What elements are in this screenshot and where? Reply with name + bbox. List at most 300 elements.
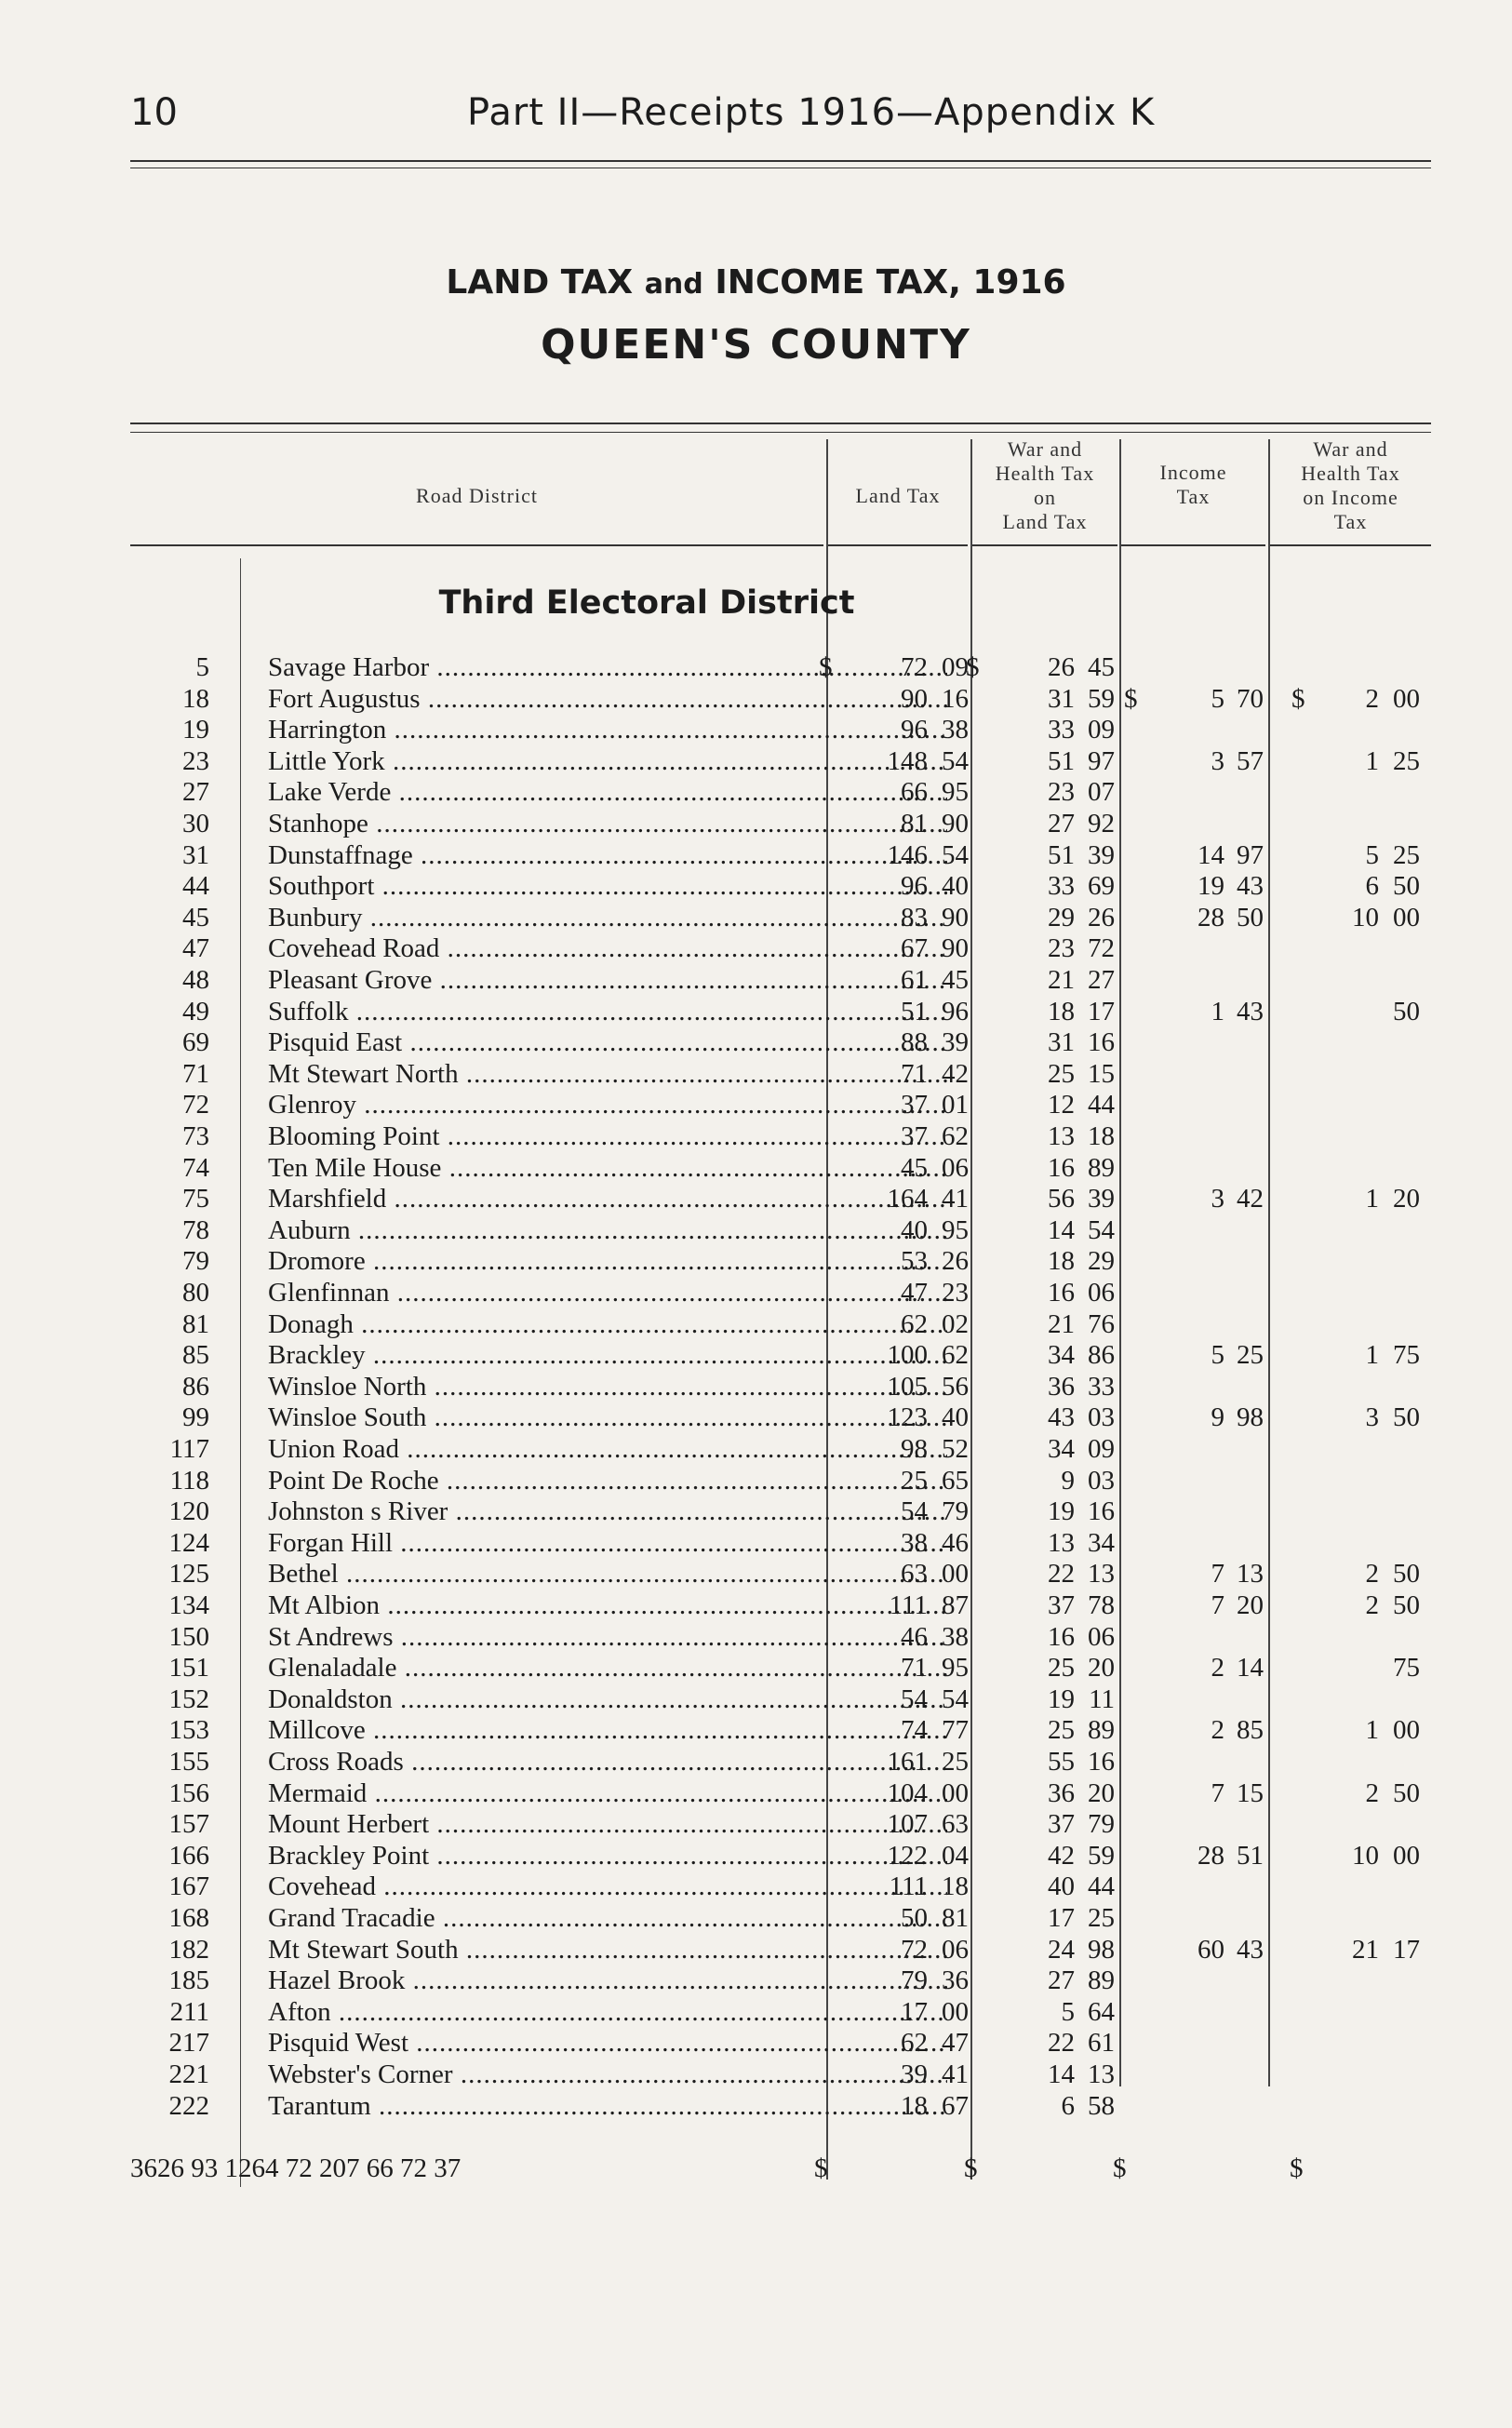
wh-land-dollars: 27 bbox=[1048, 1965, 1075, 1996]
wh-land-cents: 03 bbox=[1088, 1465, 1115, 1496]
wh-land-cents: 89 bbox=[1088, 1152, 1115, 1183]
land-cents: 23 bbox=[942, 1278, 969, 1308]
road-number: 44 bbox=[182, 871, 209, 902]
road-district-name: Pisquid East ..... bbox=[268, 1026, 947, 1058]
currency-mark: $ bbox=[964, 2153, 978, 2183]
land-cents: 36 bbox=[942, 1965, 969, 1996]
wh-land-cents: 44 bbox=[1088, 1871, 1115, 1902]
income-cents: 43 bbox=[1237, 871, 1264, 902]
land-cents: 09 bbox=[942, 652, 969, 682]
wh-income-cents: 50 bbox=[1393, 871, 1420, 902]
table-row bbox=[130, 1777, 1431, 1809]
table-row bbox=[130, 1590, 1431, 1621]
wh-land-dollars: 18 bbox=[1048, 996, 1075, 1026]
table-row bbox=[130, 1965, 1431, 1996]
wh-income-cents: 50 bbox=[1393, 1559, 1420, 1590]
table-row bbox=[130, 1684, 1431, 1715]
table-row bbox=[130, 1402, 1431, 1433]
wh-income-cents: 50 bbox=[1393, 1590, 1420, 1620]
land-dollars: 100 bbox=[887, 1340, 928, 1371]
total-whland-cents: 72 bbox=[285, 2153, 313, 2183]
table-row bbox=[130, 902, 1431, 933]
land-cents: 77 bbox=[942, 1715, 969, 1746]
hdr-line: Land Tax bbox=[1002, 510, 1088, 533]
land-dollars: 71 bbox=[901, 1058, 928, 1089]
road-district-name: Cross Roads ..... bbox=[268, 1746, 947, 1777]
land-cents: 67 bbox=[942, 2090, 969, 2121]
land-cents: 56 bbox=[942, 1371, 969, 1402]
wh-land-cents: 17 bbox=[1088, 996, 1115, 1026]
road-district-name: Harrington ..... bbox=[268, 714, 947, 745]
land-dollars: 81 bbox=[901, 809, 928, 838]
wh-income-cents: 75 bbox=[1393, 1653, 1420, 1684]
table-row bbox=[130, 1433, 1431, 1465]
wh-land-cents: 03 bbox=[1088, 1402, 1115, 1433]
col-header-war-health-land bbox=[972, 437, 1117, 534]
wh-land-cents: 09 bbox=[1088, 715, 1115, 745]
table-row bbox=[130, 808, 1431, 839]
road-number: 71 bbox=[182, 1058, 209, 1089]
road-district-name: Brackley Point ..... bbox=[268, 1840, 947, 1871]
wh-land-dollars: 23 bbox=[1048, 777, 1075, 808]
col-header-road-district: Road District bbox=[416, 484, 538, 507]
income-dollars: 3 bbox=[1211, 745, 1224, 776]
land-dollars: 88 bbox=[901, 1027, 928, 1058]
land-dollars: 61 bbox=[901, 965, 928, 995]
road-district-name: Bunbury ..... bbox=[268, 902, 947, 933]
wh-income-cents: 50 bbox=[1393, 996, 1420, 1026]
wh-land-dollars: 36 bbox=[1048, 1777, 1075, 1808]
land-dollars: 39 bbox=[901, 2059, 928, 2089]
road-number: 166 bbox=[168, 1840, 209, 1871]
land-cents: 06 bbox=[942, 1152, 969, 1183]
land-dollars: 71 bbox=[901, 1653, 928, 1684]
wh-income-dollars: 21 bbox=[1352, 1934, 1379, 1965]
currency-mark: $ bbox=[1291, 683, 1305, 714]
wh-land-cents: 34 bbox=[1088, 1527, 1115, 1558]
total-income-dollars: 207 bbox=[319, 2153, 360, 2183]
road-district-name: Donagh ..... bbox=[268, 1308, 947, 1340]
wh-land-dollars: 23 bbox=[1048, 933, 1075, 964]
road-district-name: Blooming Point ..... bbox=[268, 1120, 947, 1152]
wh-land-dollars: 26 bbox=[1048, 652, 1075, 682]
income-cents: 20 bbox=[1237, 1590, 1264, 1620]
road-district-name: Mount Herbert ..... bbox=[268, 1808, 947, 1840]
table-row bbox=[130, 1089, 1431, 1120]
land-cents: 04 bbox=[942, 1840, 969, 1871]
table-row bbox=[130, 964, 1431, 996]
wh-income-cents: 00 bbox=[1393, 902, 1420, 932]
income-dollars: 5 bbox=[1211, 683, 1224, 714]
land-cents: 40 bbox=[942, 871, 969, 902]
wh-income-dollars: 1 bbox=[1365, 1184, 1379, 1214]
wh-land-cents: 25 bbox=[1088, 1903, 1115, 1933]
currency-mark: $ bbox=[966, 652, 980, 682]
table-row bbox=[130, 1714, 1431, 1746]
land-dollars: 45 bbox=[901, 1152, 928, 1183]
income-dollars: 7 bbox=[1211, 1590, 1224, 1620]
road-district-name: Suffolk ..... bbox=[268, 996, 947, 1027]
hdr-line: on Income bbox=[1303, 486, 1398, 509]
road-number: 5 bbox=[195, 652, 209, 682]
table-row bbox=[130, 2090, 1431, 2122]
wh-land-cents: 06 bbox=[1088, 1278, 1115, 1308]
road-number: 48 bbox=[182, 965, 209, 995]
land-cents: 18 bbox=[942, 1871, 969, 1902]
income-cents: 15 bbox=[1237, 1777, 1264, 1808]
header-rule bbox=[130, 160, 1431, 162]
wh-income-cents: 25 bbox=[1393, 745, 1420, 776]
road-number: 211 bbox=[169, 1996, 209, 2027]
road-number: 80 bbox=[182, 1278, 209, 1308]
land-cents: 90 bbox=[942, 902, 969, 932]
wh-land-cents: 16 bbox=[1088, 1496, 1115, 1527]
land-dollars: 37 bbox=[901, 1121, 928, 1151]
wh-land-dollars: 17 bbox=[1048, 1903, 1075, 1933]
wh-income-dollars: 2 bbox=[1365, 1559, 1379, 1590]
land-dollars: 96 bbox=[901, 871, 928, 902]
total-whincome-cents: 37 bbox=[434, 2153, 462, 2183]
wh-land-dollars: 34 bbox=[1048, 1434, 1075, 1464]
land-cents: 00 bbox=[942, 1559, 969, 1590]
road-number: 31 bbox=[182, 839, 209, 870]
land-cents: 90 bbox=[942, 809, 969, 838]
land-dollars: 161 bbox=[887, 1747, 928, 1777]
wh-land-dollars: 14 bbox=[1048, 1214, 1075, 1245]
currency-mark: $ bbox=[819, 652, 833, 682]
land-cents: 06 bbox=[942, 1934, 969, 1965]
wh-land-dollars: 33 bbox=[1048, 871, 1075, 902]
wh-land-dollars: 16 bbox=[1048, 1621, 1075, 1652]
road-number: 156 bbox=[168, 1777, 209, 1808]
road-district-name: Hazel Brook ..... bbox=[268, 1965, 947, 1996]
land-dollars: 148 bbox=[887, 745, 928, 776]
table-row bbox=[130, 1996, 1431, 2028]
wh-income-dollars: 1 bbox=[1365, 1715, 1379, 1746]
table-row bbox=[130, 1120, 1431, 1152]
wh-land-dollars: 25 bbox=[1048, 1058, 1075, 1089]
header-bottom-rule-income bbox=[1121, 544, 1265, 546]
land-cents: 90 bbox=[942, 933, 969, 964]
road-district-name: Millcove ..... bbox=[268, 1714, 947, 1746]
road-number: 27 bbox=[182, 777, 209, 808]
table-row bbox=[130, 714, 1431, 745]
wh-land-cents: 72 bbox=[1088, 933, 1115, 964]
title-part-a: LAND TAX bbox=[446, 263, 634, 302]
wh-land-cents: 98 bbox=[1088, 1934, 1115, 1965]
income-dollars: 9 bbox=[1211, 1402, 1224, 1433]
wh-land-dollars: 56 bbox=[1048, 1184, 1075, 1214]
land-dollars: 51 bbox=[901, 996, 928, 1026]
land-cents: 95 bbox=[942, 1214, 969, 1245]
income-cents: 98 bbox=[1237, 1402, 1264, 1433]
land-cents: 41 bbox=[942, 1184, 969, 1214]
wh-land-dollars: 51 bbox=[1048, 839, 1075, 870]
land-dollars: 50 bbox=[901, 1903, 928, 1933]
road-number: 185 bbox=[168, 1965, 209, 1996]
road-number: 45 bbox=[182, 902, 209, 932]
wh-land-dollars: 40 bbox=[1048, 1871, 1075, 1902]
road-district-name: Stanhope ..... bbox=[268, 808, 947, 839]
wh-income-cents: 50 bbox=[1393, 1402, 1420, 1433]
wh-land-dollars: 22 bbox=[1048, 2028, 1075, 2059]
land-cents: 62 bbox=[942, 1340, 969, 1371]
road-district-name: Fort Augustus ..... bbox=[268, 683, 947, 715]
road-number: 124 bbox=[168, 1527, 209, 1558]
table-row bbox=[130, 996, 1431, 1027]
road-district-name: Grand Tracadie ..... bbox=[268, 1902, 947, 1934]
land-cents: 45 bbox=[942, 965, 969, 995]
land-cents: 16 bbox=[942, 683, 969, 714]
header-bottom-rule-whincome bbox=[1270, 544, 1431, 546]
land-cents: 65 bbox=[942, 1465, 969, 1496]
wh-land-cents: 18 bbox=[1088, 1121, 1115, 1151]
table-row bbox=[130, 1026, 1431, 1058]
wh-land-dollars: 13 bbox=[1048, 1121, 1075, 1151]
land-dollars: 90 bbox=[901, 683, 928, 714]
road-district-name: Glenaladale ..... bbox=[268, 1652, 947, 1684]
land-cents: 42 bbox=[942, 1058, 969, 1089]
wh-land-cents: 39 bbox=[1088, 1184, 1115, 1214]
land-dollars: 72 bbox=[901, 652, 928, 682]
wh-land-cents: 29 bbox=[1088, 1246, 1115, 1277]
road-number: 69 bbox=[182, 1027, 209, 1058]
wh-land-dollars: 51 bbox=[1048, 745, 1075, 776]
road-district-name: Mt Albion ..... bbox=[268, 1590, 947, 1621]
total-land-dollars: 3626 bbox=[130, 2153, 184, 2183]
land-cents: 79 bbox=[942, 1496, 969, 1527]
wh-land-cents: 16 bbox=[1088, 1747, 1115, 1777]
road-number: 153 bbox=[168, 1715, 209, 1746]
income-dollars: 2 bbox=[1211, 1653, 1224, 1684]
wh-income-cents: 17 bbox=[1393, 1934, 1420, 1965]
road-district-name: Forgan Hill ..... bbox=[268, 1527, 947, 1559]
road-district-name: Afton ..... bbox=[268, 1996, 947, 2028]
wh-income-dollars: 2 bbox=[1365, 1777, 1379, 1808]
road-district-name: Union Road ..... bbox=[268, 1433, 947, 1465]
wh-land-dollars: 9 bbox=[1061, 1465, 1075, 1496]
wh-land-cents: 15 bbox=[1088, 1058, 1115, 1089]
wh-land-cents: 78 bbox=[1088, 1590, 1115, 1620]
land-dollars: 83 bbox=[901, 902, 928, 932]
land-cents: 25 bbox=[942, 1747, 969, 1777]
road-district-name: Southport ..... bbox=[268, 870, 947, 902]
table-row bbox=[130, 1902, 1431, 1934]
income-cents: 42 bbox=[1237, 1184, 1264, 1214]
table-row bbox=[130, 745, 1431, 777]
road-district-name: Ten Mile House ..... bbox=[268, 1152, 947, 1184]
land-dollars: 164 bbox=[887, 1184, 928, 1214]
section-heading: Third Electoral District bbox=[438, 584, 855, 622]
table-row bbox=[130, 651, 1431, 683]
document-title bbox=[0, 263, 1512, 302]
running-head bbox=[130, 91, 1433, 147]
wh-land-cents: 06 bbox=[1088, 1621, 1115, 1652]
land-dollars: 40 bbox=[901, 1214, 928, 1245]
land-cents: 00 bbox=[942, 1777, 969, 1808]
hdr-line: War and bbox=[1313, 437, 1388, 461]
wh-income-cents: 00 bbox=[1393, 1715, 1420, 1746]
wh-land-cents: 92 bbox=[1088, 809, 1115, 838]
road-number: 155 bbox=[168, 1747, 209, 1777]
income-cents: 57 bbox=[1237, 745, 1264, 776]
road-district-name: Johnston s River ..... bbox=[268, 1496, 947, 1527]
hdr-line: on bbox=[1034, 486, 1056, 509]
wh-land-dollars: 14 bbox=[1048, 2059, 1075, 2089]
wh-income-dollars: 1 bbox=[1365, 745, 1379, 776]
land-cents: 95 bbox=[942, 777, 969, 808]
income-dollars: 19 bbox=[1198, 871, 1224, 902]
wh-land-dollars: 16 bbox=[1048, 1152, 1075, 1183]
road-number: 30 bbox=[182, 809, 209, 838]
land-dollars: 123 bbox=[887, 1402, 928, 1433]
road-number: 117 bbox=[169, 1434, 209, 1464]
wh-land-cents: 86 bbox=[1088, 1340, 1115, 1371]
wh-income-cents: 75 bbox=[1393, 1340, 1420, 1371]
land-cents: 02 bbox=[942, 1308, 969, 1339]
road-number: 182 bbox=[168, 1934, 209, 1965]
wh-land-dollars: 25 bbox=[1048, 1715, 1075, 1746]
table-row bbox=[130, 1183, 1431, 1214]
wh-land-cents: 09 bbox=[1088, 1434, 1115, 1464]
wh-land-dollars: 37 bbox=[1048, 1590, 1075, 1620]
road-number: 18 bbox=[182, 683, 209, 714]
road-number: 168 bbox=[168, 1903, 209, 1933]
road-district-name: Pisquid West ..... bbox=[268, 2027, 947, 2059]
totals-row bbox=[130, 2150, 1431, 2187]
land-cents: 96 bbox=[942, 996, 969, 1026]
wh-land-dollars: 25 bbox=[1048, 1653, 1075, 1684]
table-row bbox=[130, 776, 1431, 808]
income-cents: 50 bbox=[1237, 902, 1264, 932]
road-district-name: Tarantum ..... bbox=[268, 2090, 947, 2122]
road-district-name: Webster's Corner ..... bbox=[268, 2059, 947, 2090]
income-cents: 85 bbox=[1237, 1715, 1264, 1746]
table-row bbox=[130, 1621, 1431, 1653]
table-row bbox=[130, 1527, 1431, 1559]
table-row bbox=[130, 2027, 1431, 2059]
wh-income-dollars: 1 bbox=[1365, 1340, 1379, 1371]
income-cents: 13 bbox=[1237, 1559, 1264, 1590]
road-district-name: Covehead ..... bbox=[268, 1871, 947, 1902]
wh-income-dollars: 6 bbox=[1365, 871, 1379, 902]
land-dollars: 46 bbox=[901, 1621, 928, 1652]
land-dollars: 25 bbox=[901, 1465, 928, 1496]
wh-land-dollars: 12 bbox=[1048, 1090, 1075, 1120]
land-cents: 40 bbox=[942, 1402, 969, 1433]
land-dollars: 66 bbox=[901, 777, 928, 808]
table-row bbox=[130, 1465, 1431, 1496]
table-row bbox=[130, 1058, 1431, 1090]
road-district-name: Mt Stewart South ..... bbox=[268, 1934, 947, 1965]
road-number: 99 bbox=[182, 1402, 209, 1433]
land-dollars: 122 bbox=[887, 1840, 928, 1871]
table-row bbox=[130, 1371, 1431, 1402]
table-row bbox=[130, 1245, 1431, 1277]
road-district-name: Lake Verde ..... bbox=[268, 776, 947, 808]
road-number: 74 bbox=[182, 1152, 209, 1183]
income-cents: 51 bbox=[1237, 1840, 1264, 1871]
land-dollars: 111 bbox=[889, 1871, 928, 1902]
land-cents: 54 bbox=[942, 745, 969, 776]
page-number: 10 bbox=[130, 91, 178, 134]
wh-land-cents: 59 bbox=[1088, 683, 1115, 714]
land-cents: 01 bbox=[942, 1090, 969, 1120]
land-dollars: 107 bbox=[887, 1809, 928, 1840]
land-cents: 87 bbox=[942, 1590, 969, 1620]
income-dollars: 7 bbox=[1211, 1559, 1224, 1590]
col-header-income-tax bbox=[1121, 461, 1265, 509]
currency-mark: $ bbox=[1113, 2153, 1127, 2183]
wh-land-dollars: 31 bbox=[1048, 683, 1075, 714]
road-district-name: Donaldston ..... bbox=[268, 1684, 947, 1715]
land-cents: 38 bbox=[942, 1621, 969, 1652]
wh-land-dollars: 19 bbox=[1048, 1684, 1075, 1714]
road-number: 134 bbox=[168, 1590, 209, 1620]
land-dollars: 62 bbox=[901, 1308, 928, 1339]
land-dollars: 62 bbox=[901, 2028, 928, 2059]
road-number: 81 bbox=[182, 1308, 209, 1339]
land-cents: 81 bbox=[942, 1903, 969, 1933]
road-number: 49 bbox=[182, 996, 209, 1026]
wh-land-dollars: 22 bbox=[1048, 1559, 1075, 1590]
land-dollars: 17 bbox=[901, 1996, 928, 2027]
road-number: 152 bbox=[168, 1684, 209, 1714]
road-number: 73 bbox=[182, 1121, 209, 1151]
hdr-line: War and bbox=[1007, 437, 1083, 461]
wh-land-cents: 89 bbox=[1088, 1715, 1115, 1746]
wh-land-cents: 13 bbox=[1088, 2059, 1115, 2089]
table-row bbox=[130, 1652, 1431, 1684]
road-number: 221 bbox=[168, 2059, 209, 2089]
income-dollars: 1 bbox=[1211, 996, 1224, 1026]
wh-income-dollars: 2 bbox=[1365, 1590, 1379, 1620]
income-dollars: 14 bbox=[1198, 839, 1224, 870]
wh-land-dollars: 55 bbox=[1048, 1747, 1075, 1777]
road-district-name: Mermaid ..... bbox=[268, 1777, 947, 1809]
road-district-name: Savage Harbor ..... bbox=[268, 651, 947, 683]
land-cents: 26 bbox=[942, 1246, 969, 1277]
total-land-cents: 93 bbox=[191, 2153, 219, 2183]
income-dollars: 3 bbox=[1211, 1184, 1224, 1214]
land-dollars: 96 bbox=[901, 715, 928, 745]
county-title: QUEEN'S COUNTY bbox=[541, 321, 971, 369]
income-cents: 97 bbox=[1237, 839, 1264, 870]
road-district-name: Bethel ..... bbox=[268, 1558, 947, 1590]
wh-land-cents: 54 bbox=[1088, 1214, 1115, 1245]
land-cents: 00 bbox=[942, 1996, 969, 2027]
wh-land-cents: 89 bbox=[1088, 1965, 1115, 1996]
wh-income-cents: 50 bbox=[1393, 1777, 1420, 1808]
income-dollars: 28 bbox=[1198, 902, 1224, 932]
road-district-name: Covehead Road ..... bbox=[268, 932, 947, 964]
wh-land-dollars: 13 bbox=[1048, 1527, 1075, 1558]
road-number: 217 bbox=[168, 2028, 209, 2059]
total-whincome-dollars: 72 bbox=[400, 2153, 427, 2183]
land-dollars: 104 bbox=[887, 1777, 928, 1808]
land-cents: 38 bbox=[942, 715, 969, 745]
running-title: Part II—Receipts 1916—Appendix K bbox=[467, 91, 1156, 134]
wh-land-dollars: 36 bbox=[1048, 1371, 1075, 1402]
wh-income-dollars: 3 bbox=[1365, 1402, 1379, 1433]
currency-mark: $ bbox=[1290, 2153, 1304, 2183]
title-and: and bbox=[644, 268, 703, 301]
road-number: 120 bbox=[168, 1496, 209, 1527]
table-row bbox=[130, 683, 1431, 715]
wh-land-dollars: 34 bbox=[1048, 1340, 1075, 1371]
road-number: 79 bbox=[182, 1246, 209, 1277]
land-cents: 41 bbox=[942, 2059, 969, 2089]
